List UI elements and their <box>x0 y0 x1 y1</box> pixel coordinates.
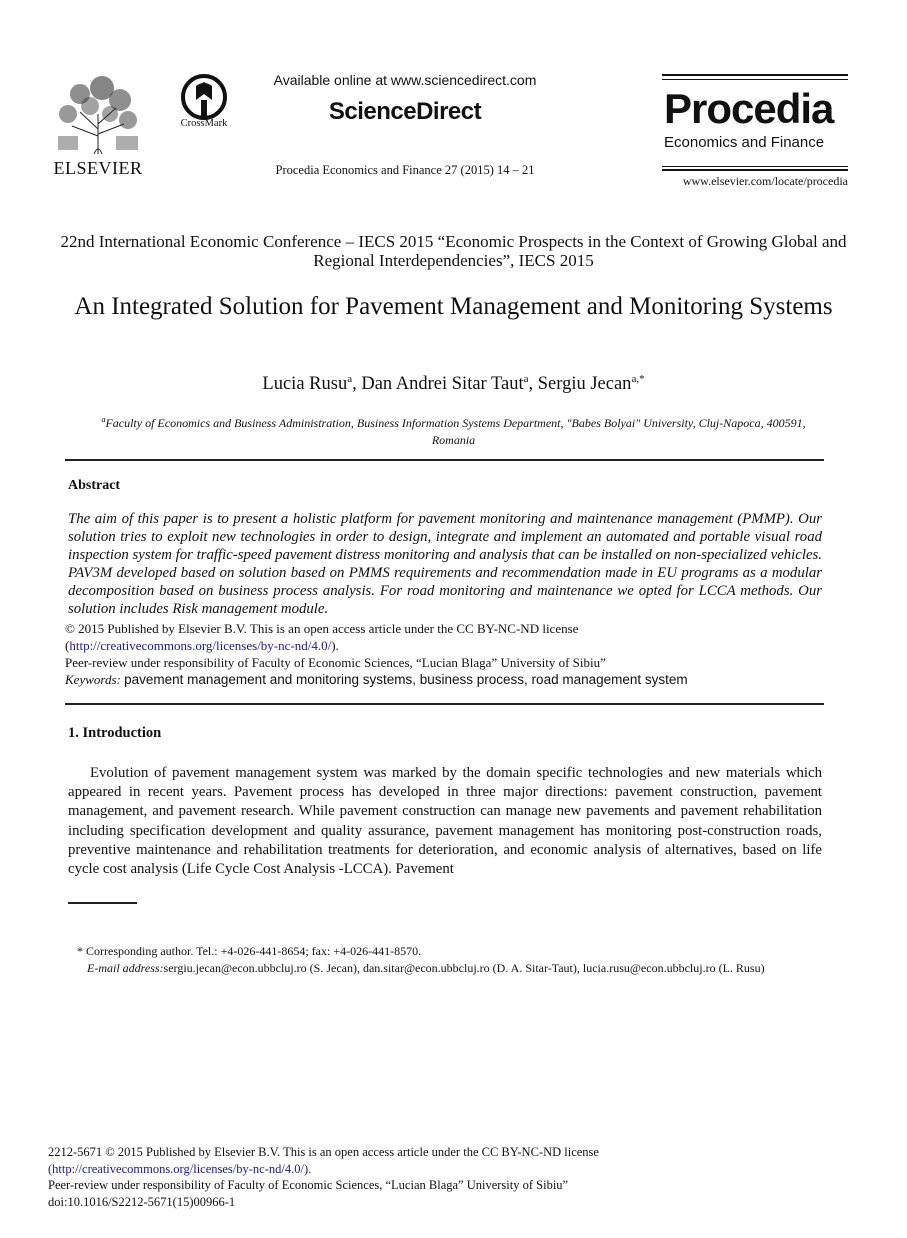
keywords-text: pavement management and monitoring systems, business process, road management system <box>124 672 688 687</box>
license-link[interactable]: http://creativecommons.org/licenses/by-nc-nd/4.0/ <box>69 638 332 653</box>
author-sup: a,* <box>631 373 645 385</box>
affiliation-text: Faculty of Economics and Business Administration, Business Information Systems Department, "Babes Bolyai" University, Cluj-Napoca, 400591, Romania <box>105 416 806 447</box>
footnote-rule <box>68 902 137 904</box>
procedia-url[interactable]: www.elsevier.com/locate/procedia <box>682 174 848 188</box>
email-note <box>87 961 765 976</box>
affiliation-sup: a <box>101 415 106 424</box>
email-label: E-mail address: <box>87 961 164 975</box>
author-name: Lucia Rusu <box>262 374 348 395</box>
elsevier-tree-icon <box>50 74 146 158</box>
crossmark-label: CrossMark <box>180 118 228 129</box>
keywords-label: Keywords: <box>65 672 121 687</box>
introduction-text: Evolution of pavement management system was marked by the domain specific technologies and new materials which appeared in recent years. Pavement process has developed in three major directions: pavement construction, pavement management, and pavement research. While pavement construction can manage new pavements and pavement rehabilitation including specification development and quality assurance, pavement management has monitoring post-construction roads, preventive maintenance and rehabilitation treatments for deterioration, and economic analysis of alternatives, based on life cycle cost analysis (Life Cycle Cost Analysis -LCCA). Pavement <box>68 765 822 878</box>
crossmark-icon <box>174 74 234 120</box>
doi-line[interactable]: doi:10.1016/S2212-5671(15)00966-1 <box>48 1194 236 1209</box>
issn-line: 2212-5671 © 2015 Published by Elsevier B.V. This is an open access article under the CC BY-NC-ND license <box>48 1145 599 1159</box>
conference-line: 22nd International Economic Conference – IECS 2015 “Economic Prospects in the Context of Growing Global and Regional Interdependencies”, IECS 2015 <box>60 232 847 270</box>
author-sup: a <box>347 373 353 385</box>
email-addresses[interactable]: sergiu.jecan@econ.ubbcluj.ro (S. Jecan), dan.sitar@econ.ubbcluj.ro (D. A. Sitar-Taut), lucia.rusu@econ.ubbcluj.ro (L. Rusu) <box>163 961 765 975</box>
elsevier-logo <box>50 74 146 178</box>
abstract-text: The aim of this paper is to present a holistic platform for pavement monitoring and maintenance management (PMMP). Our solution tries to exploit new technologies in order to design, integrate and implement an automated and portable visual road inspection system for traffic-speed pavement distress monitoring and analysis that can be installed on non-specialized vehicles. PAV3M developed based on solution based on PMMS requirements and recommendation made in EU programs as a modular decomposition based on business process analysis. For road monitoring and maintenance we opted for LCCA methods. Our solution includes Risk management module. <box>68 511 822 617</box>
section-heading-introduction: 1. Introduction <box>68 725 162 741</box>
author-list: Lucia Rusu$^a$, Dan Andrei Sitar Taut$^a$, Sergiu Jecan$^{a,*}$ <box>262 373 645 395</box>
sciencedirect-logo: ScienceDirect <box>328 98 482 125</box>
corresponding-author-note: * Corresponding author. Tel.: +4-026-441-8654; fax: +4-026-441-8570. <box>77 944 422 958</box>
page-footer <box>48 1144 648 1210</box>
procedia-top-rule <box>662 74 848 76</box>
paper-title: An Integrated Solution for Pavement Management and Monitoring Systems <box>74 293 833 320</box>
affiliation <box>80 411 827 449</box>
footer-license-link[interactable]: (http://creativecommons.org/licenses/by-nc-nd/4.0/). <box>48 1161 312 1176</box>
procedia-logo <box>662 74 848 190</box>
procedia-bottom-rule <box>662 166 848 167</box>
available-online-text[interactable]: Available online at www.sciencedirect.com <box>273 72 537 88</box>
journal-citation: Procedia Economics and Finance 27 (2015) 14 – 21 <box>275 163 535 177</box>
abstract-bottom-rule <box>65 703 824 705</box>
peer-review-line: Peer-review under responsibility of Faculty of Economic Sciences, “Lucian Blaga” University of Sibiu” <box>65 655 606 670</box>
procedia-subtitle: Economics and Finance <box>664 134 825 151</box>
publisher-name: ELSEVIER <box>53 158 143 178</box>
copyright-line: © 2015 Published by Elsevier B.V. This is an open access article under the CC BY-NC-ND license <box>65 621 579 636</box>
author-name: Dan Andrei Sitar Taut <box>361 374 524 395</box>
abstract-heading: Abstract <box>68 478 121 493</box>
procedia-top-rule-thin <box>662 79 848 80</box>
procedia-bottom-rule-thick <box>662 169 848 171</box>
footer-peer-review: Peer-review under responsibility of Faculty of Economic Sciences, “Lucian Blaga” University of Sibiu” <box>48 1178 569 1193</box>
author-sup: a <box>523 373 529 385</box>
license-link-line: (http://creativecommons.org/licenses/by-nc-nd/4.0/). <box>65 638 339 653</box>
keywords-line <box>65 671 825 688</box>
procedia-title: Procedia <box>664 85 834 132</box>
author-name: Sergiu Jecan <box>537 374 632 395</box>
copyright-block <box>65 620 825 671</box>
abstract-top-rule <box>65 459 824 461</box>
